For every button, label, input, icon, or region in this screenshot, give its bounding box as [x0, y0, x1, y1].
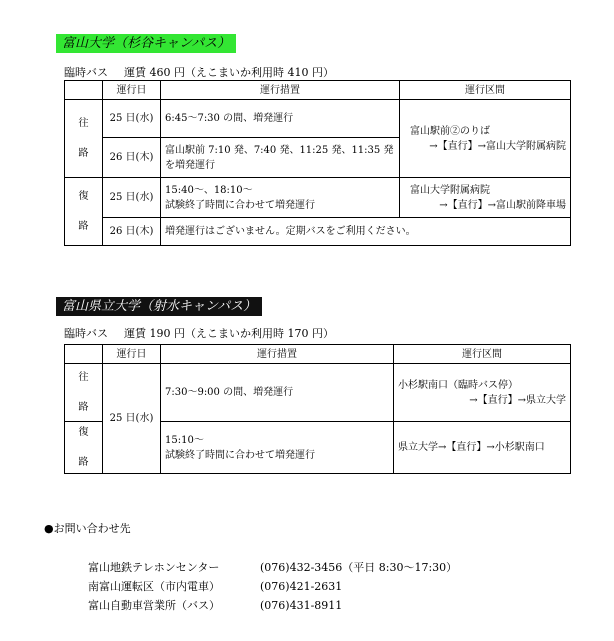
fare-line-toyama-univ	[64, 64, 334, 80]
contact-row	[88, 559, 457, 575]
direction-return: 復 路	[65, 178, 103, 246]
measure-cell: 15:10～ 試験終了時間に合わせて増発運行	[161, 422, 394, 474]
bus-label: 臨時バス	[64, 66, 108, 79]
measure-cell: 7:30～9:00 の間、増発運行	[161, 364, 394, 422]
header-blank	[65, 81, 103, 100]
measure-cell: 6:45～7:30 の間、増発運行	[161, 100, 400, 138]
header-date: 運行日	[103, 345, 161, 364]
measure-cell: 増発運行はございません。定期バスをご利用ください。	[161, 218, 571, 246]
route-cell: 県立大学→【直行】→小杉駅南口	[394, 422, 571, 474]
route-cell: 小杉駅南口（臨時バス停） →【直行】→県立大学	[394, 364, 571, 422]
header-route: 運行区間	[394, 345, 571, 364]
route-cell: 富山大学附属病院 →【直行】→富山駅前降車場	[400, 178, 571, 218]
fare-line-prefectural-univ	[64, 325, 334, 341]
date-cell: 25 日(水)	[103, 364, 161, 474]
header-date: 運行日	[103, 81, 161, 100]
header-measure: 運行措置	[161, 81, 400, 100]
header-blank	[65, 345, 103, 364]
bus-label: 臨時バス	[64, 327, 108, 340]
contact-phone: (076)432-3456（平日 8:30～17:30）	[260, 561, 458, 574]
date-cell: 25 日(水)	[103, 178, 161, 218]
table-row	[65, 100, 571, 138]
table-row	[65, 218, 571, 246]
table-row	[65, 178, 571, 218]
table-row	[65, 364, 571, 422]
contact-phone: (076)431-8911	[260, 599, 343, 612]
schedule-table-toyama-univ	[64, 80, 571, 246]
contact-name: 富山地鉄テレホンセンター	[88, 561, 220, 574]
contact-name: 富山自動車営業所（バス）	[88, 599, 220, 612]
table-header-row	[65, 345, 571, 364]
section-title-toyama-univ: 富山大学（杉谷キャンパス）	[56, 34, 236, 53]
contact-heading: ●お問い合わせ先	[44, 522, 131, 535]
schedule-table-prefectural-univ	[64, 344, 571, 474]
measure-cell: 15:40～、18:10～ 試験終了時間に合わせて増発運行	[161, 178, 400, 218]
date-cell: 26 日(木)	[103, 218, 161, 246]
section-title-prefectural-univ: 富山県立大学（射水キャンパス）	[56, 297, 262, 316]
contact-row	[88, 597, 342, 613]
fare-text: 運賃 460 円（えこまいか利用時 410 円）	[124, 66, 334, 79]
date-cell: 25 日(水)	[103, 100, 161, 138]
direction-outbound: 往 路	[65, 364, 103, 422]
route-cell: 富山駅前②のりば →【直行】→富山大学附属病院	[400, 100, 571, 178]
direction-outbound: 往 路	[65, 100, 103, 178]
date-cell: 26 日(木)	[103, 138, 161, 178]
table-header-row	[65, 81, 571, 100]
contact-name: 南富山運転区（市内電車）	[88, 580, 220, 593]
contact-row	[88, 578, 342, 594]
header-measure: 運行措置	[161, 345, 394, 364]
fare-text: 運賃 190 円（えこまいか利用時 170 円）	[124, 327, 334, 340]
contact-phone: (076)421-2631	[260, 580, 343, 593]
header-route: 運行区間	[400, 81, 571, 100]
measure-cell: 富山駅前 7:10 発、7:40 発、11:25 発、11:35 発 を増発運行	[161, 138, 400, 178]
direction-return: 復 路	[65, 422, 103, 474]
